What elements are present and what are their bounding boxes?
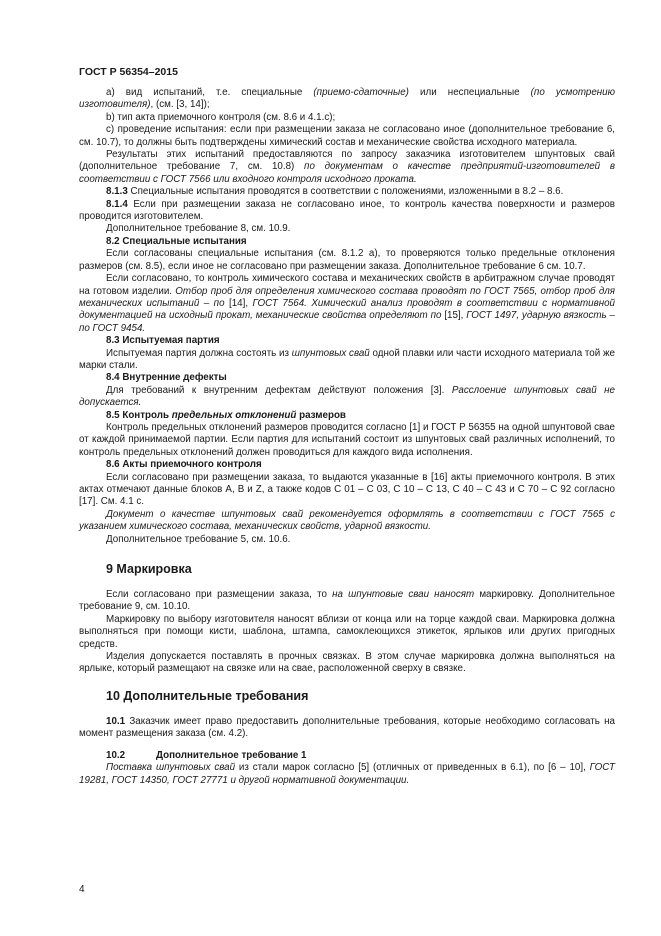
document-header: ГОСТ Р 56354–2015	[79, 66, 178, 78]
page-number: 4	[79, 884, 85, 895]
paragraph-9-b: Маркировку по выбору изготовителя наносят вблизи от конца или на торце каждой сваи. Маркировка должна выполняться при помощи кисти, шаблона, штампа, самоклеющихся этикеток, ярлыков или других пригодных средств.	[79, 613, 615, 650]
heading-8-4: 8.4 Внутренние дефекты	[106, 372, 227, 384]
heading-8-5: 8.5 Контроль предельных отклонений размеров	[106, 409, 346, 421]
section-9-title: 9 Маркировка	[106, 562, 192, 577]
paragraph-results: Результаты этих испытаний предоставляются по запросу заказчика изготовителем шпунтовых свай (дополнительное требование 7, см. 10.8) по документам о качестве предприятий-изготовителей в соответствии с ГОСТ 7566 или входного контроля исходного проката.	[79, 149, 615, 185]
heading-8-3: 8.3 Испытуемая партия	[106, 335, 220, 347]
heading-10-2: 10.2 Дополнительное требование 1	[106, 749, 307, 761]
paragraph-9-a: Если согласовано при размещении заказа, то на шпунтовые сваи наносят маркировку. Дополнительное требование 9, см. 10.10.	[79, 589, 615, 613]
additional-req-8: Дополнительное требование 8, см. 10.9.	[106, 223, 291, 235]
paragraph-8-6-a: Если согласовано при размещении заказа, то выдаются указанные в [16] акты приемочного контроля. В этих актах отмечают данные блоков А, В и Z, а также кодов С 01 – С 03, С 10 – С 13, С 40 – С 43 и С 70 – С 92 согласно [17]. См. 4.1 с.	[79, 471, 615, 508]
clause-8-1-3: 8.1.3 Специальные испытания проводятся в соответствии с положениями, изложенными в 8.2 – 8.6.	[106, 186, 564, 198]
paragraph-9-c: Изделия допускается поставлять в прочных связках. В этом случае маркировка должна выполняться на ярлыке, который размещают на связке или на свае, расположенной сверху в связке.	[79, 651, 615, 675]
paragraph-8-3: Испытуемая партия должна состоять из шпунтовых свай одной плавки или части исходного материала той же марки стали.	[79, 347, 615, 371]
paragraph-8-2-a: Если согласованы специальные испытания (см. 8.1.2 а), то проверяются только предельные отклонения размеров (см. 8.5), если иное не согласовано при размещении заказа. Дополнительное требование 6 см. 10.7.	[79, 248, 615, 272]
paragraph-8-4: Для требований к внутренним дефектам действуют положения [3]. Расслоение шпунтовых свай не допускается.	[79, 384, 615, 409]
item-a: а) вид испытаний, т.е. специальные (приемо-сдаточные) или неспециальные (по усмотрению изготовителя), (см. [3, 14]);	[79, 87, 615, 111]
heading-8-6: 8.6 Акты приемочного контроля	[106, 459, 262, 471]
item-b: b) тип акта приемочного контроля (см. 8.6 и 4.1.с);	[106, 111, 336, 123]
clause-10-1: 10.1 Заказчик имеет право предоставить дополнительные требования, которые необходимо согласовать на момент размещения заказа (см. 4.2).	[79, 715, 615, 740]
additional-req-5: Дополнительное требование 5, см. 10.6.	[106, 533, 291, 545]
clause-8-1-4: 8.1.4 Если при размещении заказа не согласовано иное, то контроль качества поверхности и размеров проводится изготовителем.	[79, 198, 615, 223]
paragraph-8-2-b: Если согласовано, то контроль химического состава и механических свойств в арбитражном случае проводят на готовом изделии. Отбор проб для определения химического состава проводят по ГОСТ 7565, отбор проб для механических испытаний – по [14], ГОСТ 7564. Химический анализ проводят в соответствии с нормативной документацией на исходный прокат, механические свойства определяют по [15], ГОСТ 1497, ударную вязкость – по ГОСТ 9454.	[79, 273, 615, 334]
paragraph-10-2: Поставка шпунтовых свай из стали марок согласно [5] (отличных от приведенных в 6.1), по [6 – 10], ГОСТ 19281, ГОСТ 14350, ГОСТ 27771 и другой нормативной документации.	[79, 762, 615, 786]
paragraph-8-5: Контроль предельных отклонений размеров проводится согласно [1] и ГОСТ Р 56355 на одной шпунтовой свае от каждой принимаемой партии. Если партия для испытаний состоит из шпунтовых свай различных исполнений, то контроль предельных отклонений должен проводиться для каждого вида исполнения.	[79, 421, 615, 458]
item-c: с) проведение испытания: если при размещении заказа не согласовано иное (дополнительное требование 6, см. 10.7), то должны быть подтверждены химический состав и механические свойства исходного материала.	[79, 124, 615, 148]
heading-8-2: 8.2 Специальные испытания	[106, 235, 247, 247]
document-body	[79, 87, 615, 787]
section-10-title: 10 Дополнительные требования	[106, 688, 309, 703]
paragraph-8-6-b: Документ о качестве шпунтовых свай рекомендуется оформлять в соответствии с ГОСТ 7565 с указанием химического состава, механических свойств, ударной вязкости.	[79, 508, 615, 533]
